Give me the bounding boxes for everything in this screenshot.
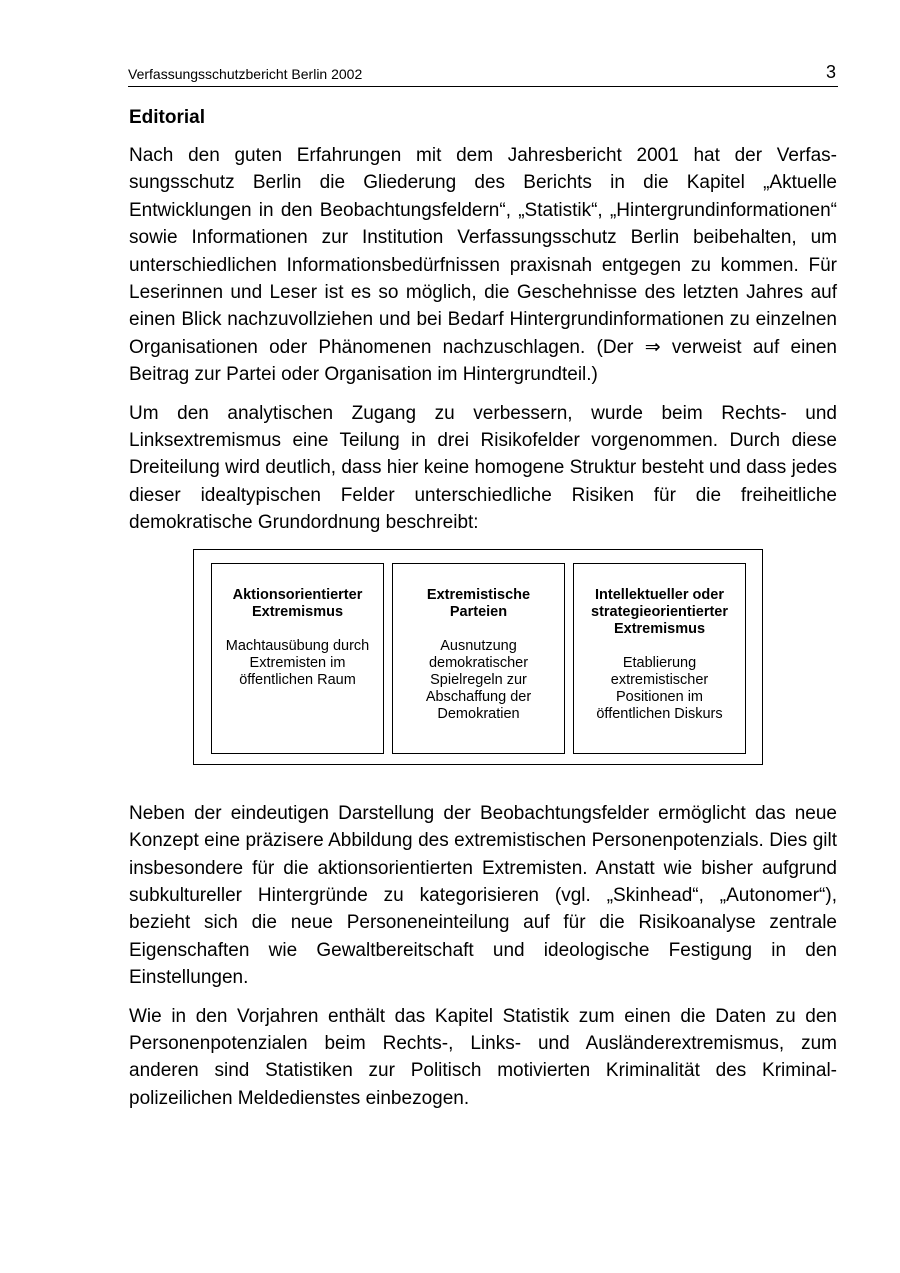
page-body: [129, 106, 837, 1123]
paragraph-risk-fields: Um den analytischen Zugang zu verbessern, wurde beim Rechts- und Linksextremismus eine Teilung in drei Risikofelder vorgenommen. Durch diese Dreiteilung wird deutlich, dass hier keine homogene Struktur besteht und dass jedes dieser idealtypischen Felder unterschiedliche Risiken für die freiheitliche demokratische Grundordnung beschreibt:: [129, 402, 837, 534]
paragraph-intro: Nach den guten Erfahrungen mit dem Jahresbericht 2001 hat der Verfassungsschutz Berlin die Gliederung des Berichts in die Kapitel „Aktuelle Entwicklungen in den Beobachtungsfeldern“, „Statistik“, „Hintergrundinformationen“ sowie Informationen zur Institution Verfassungsschutz Berlin beibehalten, um unterschiedlichen Informationsbedürfnissen praxisnah entgegen zu kommen. Für Leserinnen und Leser ist es so möglich, die Geschehnisse des letzten Jahres auf einen Blick nachzuvollziehen und bei Bedarf Hintergrundinformationen zu einzelnen Organisationen oder Phänomenen nachzuschlagen. (Der ⇒ verweist auf einen Beitrag zur Partei oder Organisation im Hintergrundteil.): [129, 145, 837, 386]
risk-field-description: Machtausübung durch Extremisten im öffentlichen Raum: [225, 637, 370, 688]
risk-field-title: Intellektueller oder strategieorientierter Extremismus: [591, 586, 728, 637]
risk-field-intellectual: [573, 563, 746, 754]
running-title: Verfassungsschutzbericht Berlin 2002: [128, 66, 363, 82]
risk-fields-diagram: [193, 549, 763, 765]
risk-field-description: Ausnutzung demokratischer Spielregeln zur Abschaffung der Demokratien: [425, 637, 532, 722]
risk-field-parties: [392, 563, 565, 754]
risk-field-description: Etablierung extremistischer Positionen im öffentlichen Diskurs: [596, 654, 723, 722]
risk-field-action: [211, 563, 384, 754]
paragraph-personnel: Neben der eindeutigen Darstellung der Beobachtungsfelder ermöglicht das neue Konzept eine präzisere Abbildung des extremistischen Personenpotenzials. Dies gilt insbesondere für die aktionsorientierten Extremisten. Anstatt wie bisher aufgrund subkultureller Hintergründe zu kategorisieren (vgl. „Skinhead“, „Autonomer“), bezieht sich die neue Personeneinteilung auf für die Risikoanalyse zentrale Eigenschaften wie Gewaltbereitschaft und ideologische Festigung in den Einstellungen.: [129, 802, 837, 989]
page-header: [128, 62, 838, 87]
risk-field-title: Extremistische Parteien: [426, 586, 531, 620]
paragraph-statistics: Wie in den Vorjahren enthält das Kapitel Statistik zum einen die Daten zu den Personenpotenzialen beim Rechts-, Links- und Ausländerextremismus, zum anderen sind Statistiken zur Politisch motivierten Kriminalität des Kriminalpolizeilichen Meldedienstes einbezogen.: [129, 1005, 837, 1109]
page-number: 3: [825, 62, 836, 82]
risk-field-title: Aktionsorientierter Extremismus: [232, 586, 363, 620]
section-heading: Editorial: [129, 107, 206, 128]
